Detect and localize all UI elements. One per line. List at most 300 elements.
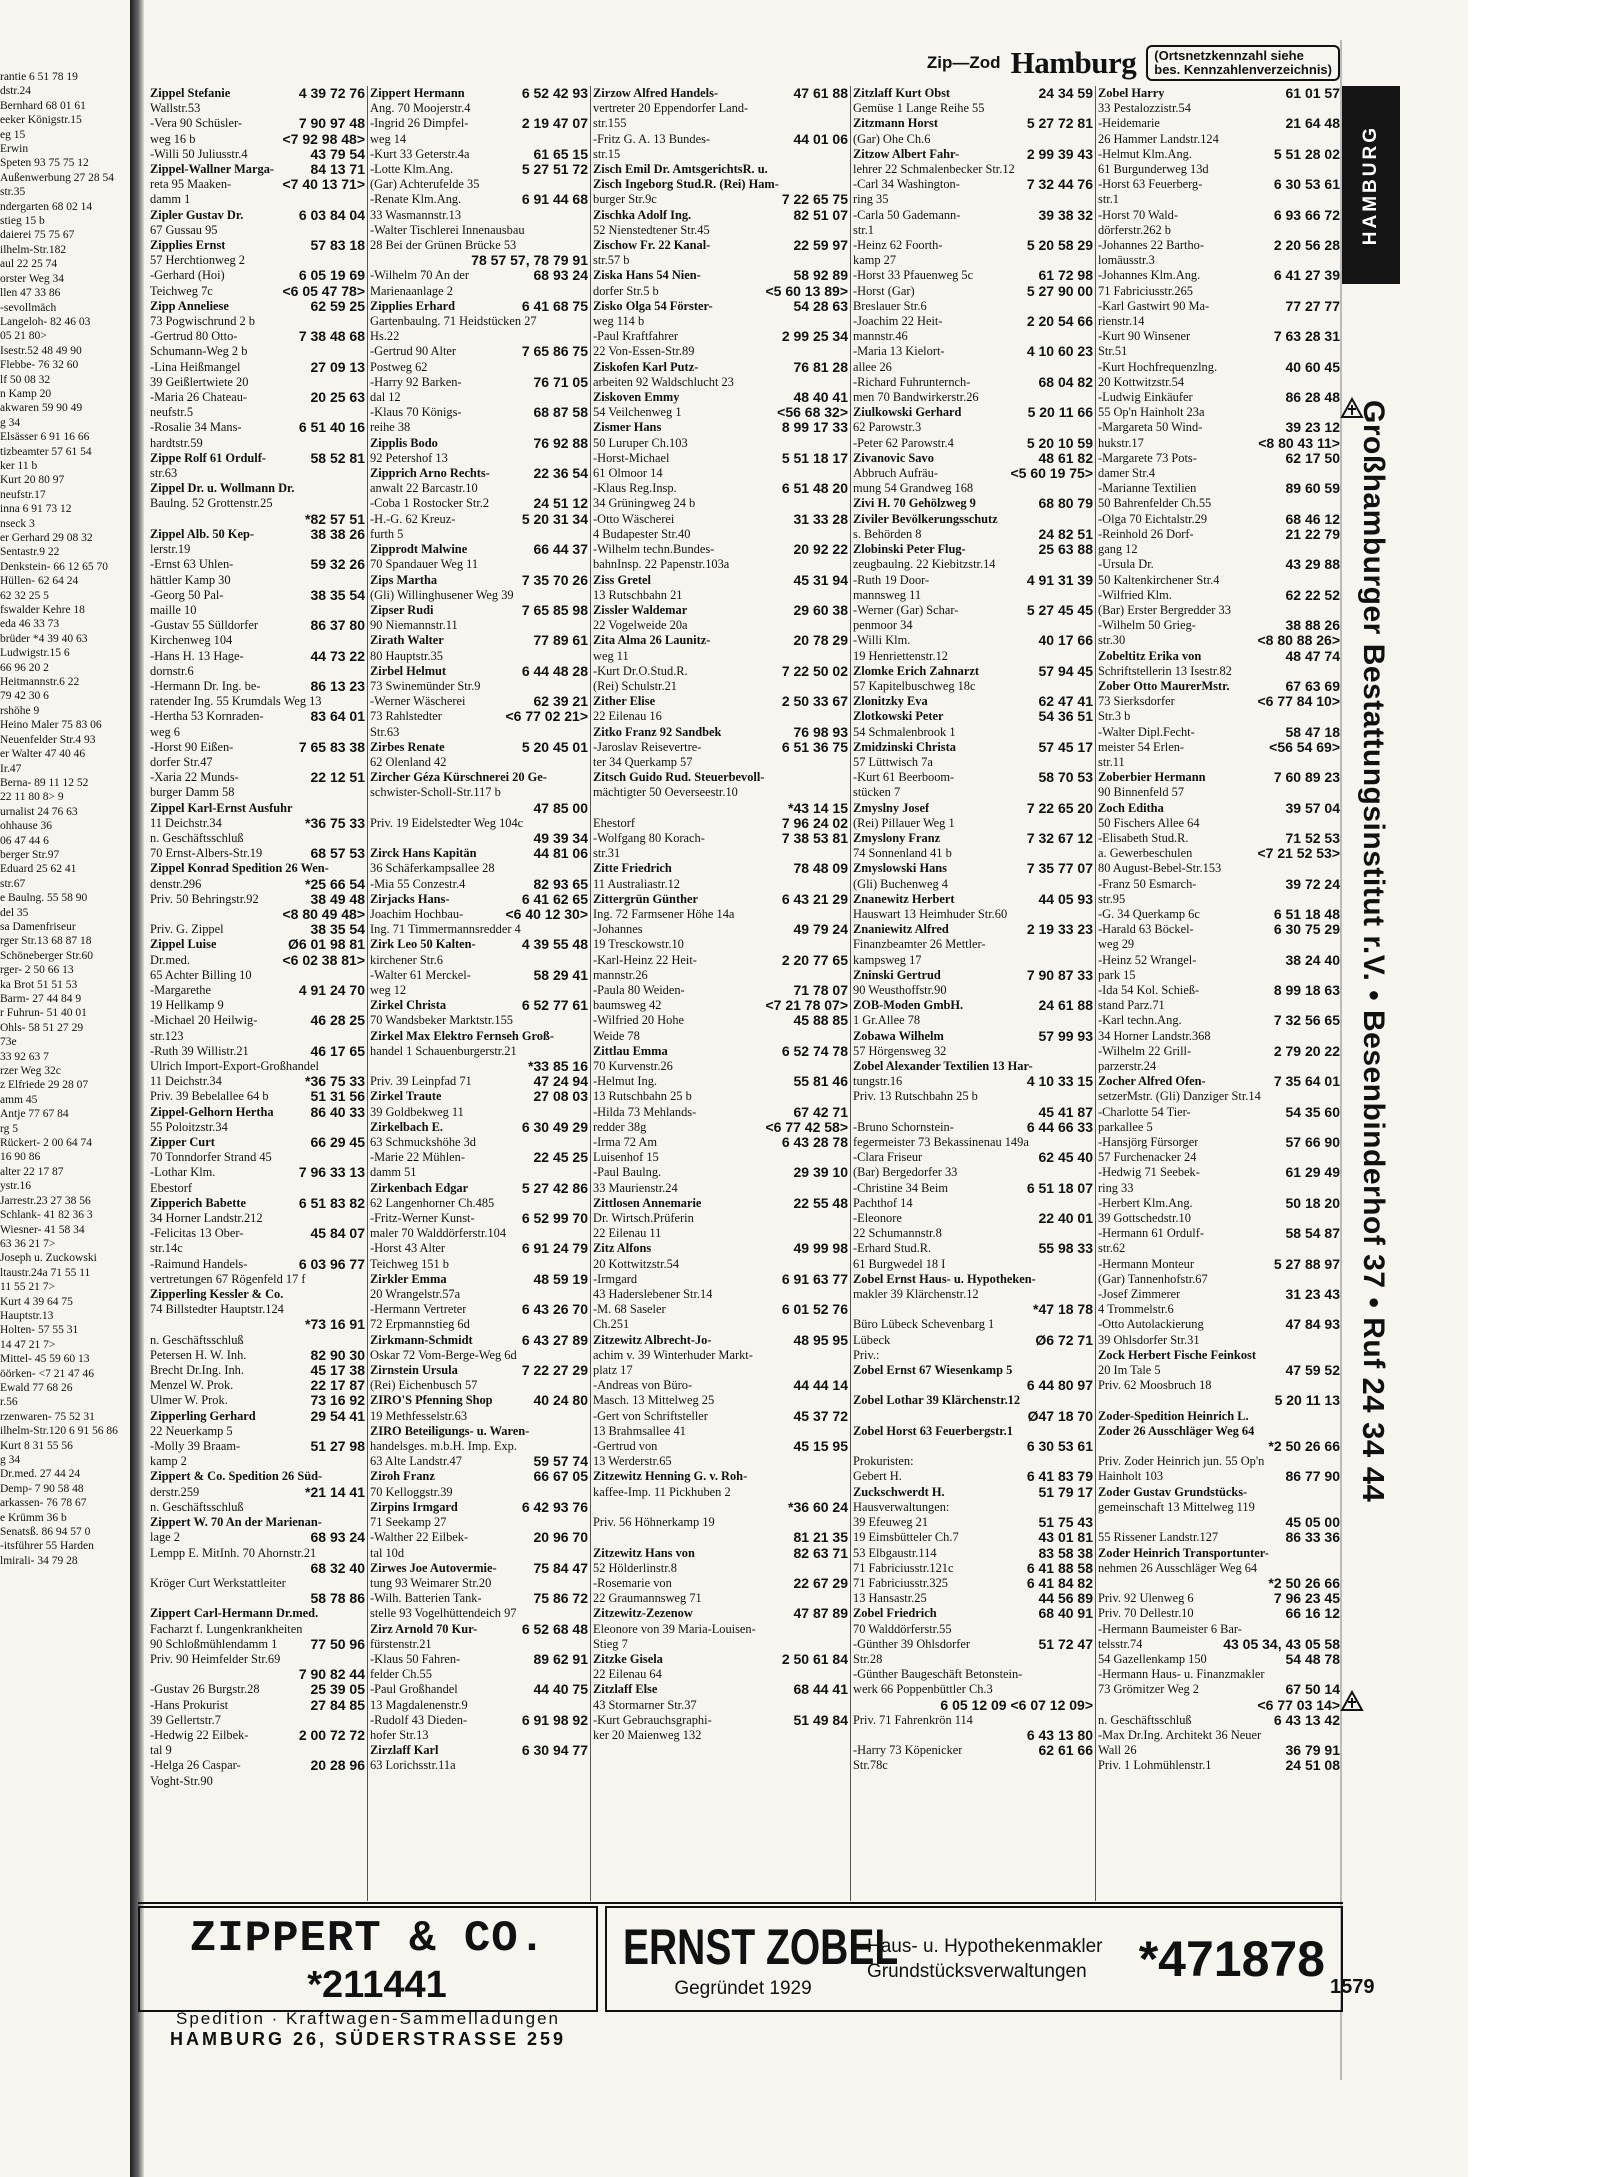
entry-phone: 6 93 66 72 <box>1273 207 1340 223</box>
entry-phone <box>1336 1029 1340 1044</box>
entry-name: Zobel Ernst Haus- u. Hypotheken- <box>853 1271 1036 1286</box>
entry-name: -Paula 80 Weiden- <box>593 982 685 997</box>
entry-name: Zittergrün Günther <box>593 891 698 906</box>
entry-name: vertreter 20 Eppendorfer Land- <box>593 101 749 116</box>
entry-phone: 68 44 41 <box>793 1682 848 1698</box>
entry-phone: 84 13 71 <box>310 162 365 178</box>
entry-name: -Molly 39 Braam- <box>150 1439 241 1454</box>
entry-phone: 6 51 40 16 <box>298 420 365 436</box>
entry-name: fegermeister 73 Bekassinenau 149a <box>853 1135 1029 1150</box>
entry-name: Zipprich Arno Rechts- <box>370 466 490 481</box>
entry-phone: 82 51 07 <box>793 207 848 223</box>
entry-name: Priv. 92 Ulenweg 6 <box>1098 1591 1194 1606</box>
entry-name: Zither Elise <box>593 694 656 709</box>
entry-name: Breslauer Str.6 <box>853 298 927 313</box>
directory-entry <box>1098 1530 1340 1545</box>
entry-name: Zitzewitz Henning G. v. Roh- <box>593 1469 748 1484</box>
entry-name: Str.28 <box>853 1651 883 1666</box>
entry-name: (Gar) Achterufelde 35 <box>370 177 480 192</box>
directory-entry <box>1098 542 1340 557</box>
entry-name: werk 66 Poppenbüttler Ch.3 <box>853 1682 993 1697</box>
entry-phone: 55 81 46 <box>793 1074 848 1090</box>
directory-entry <box>1098 633 1340 648</box>
directory-entry <box>853 664 1093 679</box>
entry-phone: 6 03 96 77 <box>298 1256 365 1272</box>
entry-name: 19 Eimsbütteler Ch.7 <box>853 1530 959 1545</box>
entry-phone: 6 91 98 92 <box>521 1712 588 1728</box>
entry-name: Zipprodt Malwine <box>370 542 468 557</box>
entry-phone: 8 99 17 33 <box>781 420 848 436</box>
directory-entry <box>1098 1378 1340 1393</box>
directory-entry <box>370 1333 588 1348</box>
directory-entry <box>1098 1698 1340 1713</box>
entry-name: Zitzlaff Kurt Obst <box>853 86 951 100</box>
entry-phone: *36 75 33 <box>305 1074 365 1090</box>
entry-phone: 54 36 51 <box>1038 709 1093 725</box>
strip-line: ohhause 36 <box>0 820 53 833</box>
directory-entry <box>1098 892 1340 907</box>
entry-name: 33 Pestalozzistr.54 <box>1098 101 1191 116</box>
entry-name: -Bruno Schornstein- <box>853 1119 954 1134</box>
entry-phone: 62 45 40 <box>1038 1150 1093 1166</box>
directory-entry <box>370 1622 588 1637</box>
entry-name: 67 Gussau 95 <box>150 222 218 237</box>
entry-phone: 5 20 11 66 <box>1027 405 1093 421</box>
entry-phone: <7 21 52 53> <box>1257 846 1340 862</box>
entry-phone: 6 52 68 48 <box>521 1621 588 1637</box>
entry-phone: <6 77 84 10> <box>1257 694 1340 710</box>
entry-phone: 4 91 31 39 <box>1026 572 1093 588</box>
directory-entry <box>593 953 848 968</box>
directory-entry <box>1098 512 1340 527</box>
directory-entry <box>593 877 848 892</box>
directory-entry <box>593 208 848 223</box>
entry-name: -Hermann Vertreter <box>370 1302 467 1317</box>
entry-name: nehmen 26 Ausschläger Weg 64 <box>1098 1560 1258 1575</box>
strip-line: alter 22 17 87 <box>0 1165 64 1178</box>
column-divider <box>367 86 368 1901</box>
directory-entry <box>1098 1089 1340 1104</box>
entry-phone <box>1336 755 1340 770</box>
directory-entry <box>593 937 848 952</box>
entry-name: -Richard Fuhrunternch- <box>853 374 971 389</box>
directory-entry <box>593 1424 848 1439</box>
directory-entry <box>150 725 365 740</box>
entry-phone <box>844 1226 848 1241</box>
entry-phone <box>361 101 365 116</box>
directory-entry <box>853 1728 1093 1743</box>
entry-name: str.155 <box>593 116 627 131</box>
entry-phone <box>844 846 848 861</box>
directory-entry <box>370 512 588 527</box>
strip-line: Isestr.52 48 49 90 <box>0 344 82 357</box>
directory-entry <box>853 1713 1093 1728</box>
entry-phone <box>844 527 848 542</box>
entry-name: -Heinz 62 Foorth- <box>853 238 943 253</box>
strip-line: Bernhard 68 01 61 <box>0 99 86 112</box>
directory-entry <box>150 1637 365 1652</box>
directory-entry <box>593 968 848 983</box>
entry-name: -Wilhelm 70 An der <box>370 268 469 283</box>
entry-phone: 68 87 58 <box>533 405 588 421</box>
entry-phone: 48 59 19 <box>533 1271 588 1287</box>
entry-name: stelle 93 Vogelhüttendeich 97 <box>370 1606 517 1621</box>
page-edge <box>1340 40 1342 2080</box>
directory-entry <box>150 679 365 694</box>
entry-phone: 59 32 26 <box>310 557 365 573</box>
directory-entry <box>370 618 588 633</box>
directory-entry <box>1098 983 1340 998</box>
entry-name: 57 Furchenacker 24 <box>1098 1150 1197 1165</box>
directory-entry <box>370 1576 588 1591</box>
entry-phone <box>844 101 848 116</box>
entry-name: 33 Wasmannstr.13 <box>370 207 462 222</box>
directory-entry <box>593 1500 848 1515</box>
strip-line: inna 6 91 73 12 <box>0 503 72 516</box>
entry-name: 52 Hölderlinstr.8 <box>593 1560 677 1575</box>
entry-name: Zitte Friedrich <box>593 861 672 876</box>
entry-phone <box>584 649 588 664</box>
entry-phone <box>584 101 588 116</box>
entry-name: Zirjacks Hans- <box>370 891 450 906</box>
entry-name: neufstr.5 <box>150 405 194 420</box>
directory-entry <box>150 633 365 648</box>
entry-name: Schumann-Weg 2 b <box>150 344 248 359</box>
entry-phone <box>1336 861 1340 876</box>
previous-page-strip <box>0 70 128 2050</box>
directory-entry <box>853 86 1093 101</box>
entry-name: -Eleonore <box>853 1211 902 1226</box>
directory-entry <box>593 1013 848 1028</box>
entry-name: Zobel Horst 63 Feuerbergstr.1 <box>853 1423 1013 1438</box>
entry-name: 70 Spandauer Weg 11 <box>370 557 479 572</box>
entry-name: -Andreas von Büro- <box>593 1378 693 1393</box>
directory-entry <box>1098 192 1340 207</box>
entry-name: Zitzewitz-Zezenow <box>593 1606 693 1621</box>
directory-entry <box>1098 1576 1340 1591</box>
entry-phone: 54 28 63 <box>793 298 848 314</box>
directory-entry <box>150 1469 365 1484</box>
directory-entry <box>1098 1348 1340 1363</box>
entry-phone: 6 44 48 28 <box>521 663 588 679</box>
directory-entry <box>853 132 1093 147</box>
entry-name: 34 Horner Landstr.212 <box>150 1211 263 1226</box>
strip-line: öörken- <7 21 47 46 <box>0 1367 94 1380</box>
entry-phone: <7 92 98 48> <box>282 131 365 147</box>
entry-phone <box>844 1059 848 1074</box>
directory-entry <box>853 1576 1093 1591</box>
entry-phone: 22 55 48 <box>793 1195 848 1211</box>
entry-phone: 7 90 82 44 <box>298 1667 365 1683</box>
directory-entry <box>593 284 848 299</box>
entry-phone <box>1089 877 1093 892</box>
entry-phone <box>361 1302 365 1317</box>
entry-name: Ziviler Bevölkerungsschutz <box>853 511 998 526</box>
directory-entry <box>593 1059 848 1074</box>
entry-name: maille 10 <box>150 602 197 617</box>
directory-entry <box>593 1652 848 1667</box>
directory-entry <box>1098 1606 1340 1621</box>
directory-entry <box>150 1074 365 1089</box>
entry-name: -Wilh. Batterien Tank- <box>370 1591 482 1606</box>
entry-name: 54 Schmalenbrook 1 <box>853 724 956 739</box>
directory-entry <box>1098 557 1340 572</box>
entry-phone <box>361 801 365 816</box>
entry-name: -Ruth 19 Door- <box>853 572 930 587</box>
entry-name: Dr. Wirtsch.Prüferin <box>593 1211 694 1226</box>
ads-top-rule <box>138 1902 1343 1904</box>
directory-entry <box>853 1530 1093 1545</box>
entry-name: -Gert von Schriftsteller <box>593 1408 708 1423</box>
directory-entry <box>1098 360 1340 375</box>
entry-phone: 6 51 18 07 <box>1026 1180 1093 1196</box>
entry-phone: 6 03 84 04 <box>298 207 365 223</box>
directory-entry <box>593 223 848 238</box>
directory-entry <box>593 846 848 861</box>
entry-phone: 86 33 36 <box>1285 1530 1340 1546</box>
entry-phone <box>844 1348 848 1363</box>
directory-entry <box>150 420 365 435</box>
entry-phone: 45 41 87 <box>1038 1104 1093 1120</box>
entry-phone <box>584 557 588 572</box>
entry-name: Zippel Karl-Ernst Ausfuhr <box>150 800 293 815</box>
entry-phone: 58 52 81 <box>310 450 365 466</box>
directory-entry <box>593 1622 848 1637</box>
entry-phone: 5 27 90 00 <box>1026 283 1093 299</box>
entry-name: Zober Otto MaurerMstr. <box>1098 678 1230 693</box>
entry-name: damer Str.4 <box>1098 466 1156 481</box>
entry-name: Zobel Friedrich <box>853 1606 937 1621</box>
entry-phone <box>1336 1089 1340 1104</box>
directory-entry <box>1098 1226 1340 1241</box>
entry-phone <box>361 496 365 511</box>
entry-phone: 31 33 28 <box>793 511 848 527</box>
entry-phone <box>1089 755 1093 770</box>
directory-entry <box>593 998 848 1013</box>
directory-entry <box>150 573 365 588</box>
strip-line: 29 Ohls- 58 51 27 <box>0 1021 84 1034</box>
entry-name: Zipper Curt <box>150 1135 215 1150</box>
directory-entry <box>150 907 365 922</box>
directory-entry <box>370 132 588 147</box>
entry-name: 13 Magdalenenstr.9 <box>370 1697 468 1712</box>
entry-name: -Kurt Gebrauchsgraphi- <box>593 1712 712 1727</box>
entry-name: -Olga 70 Eichtalstr.29 <box>1098 511 1208 526</box>
entry-phone: 57 45 17 <box>1038 739 1093 755</box>
entry-phone: 86 13 23 <box>310 678 365 694</box>
entry-name: Hainholt 103 <box>1098 1469 1164 1484</box>
entry-phone <box>844 618 848 633</box>
directory-entry <box>1098 208 1340 223</box>
directory-entry <box>1098 937 1340 952</box>
directory-entry <box>853 542 1093 557</box>
entry-name: 11 Australiastr.12 <box>593 876 680 891</box>
directory-entry <box>1098 268 1340 283</box>
entry-phone: 8 99 18 63 <box>1273 982 1340 998</box>
directory-entry <box>593 831 848 846</box>
entry-phone <box>584 1226 588 1241</box>
entry-phone: 81 21 35 <box>793 1530 848 1546</box>
entry-phone <box>1336 466 1340 481</box>
entry-phone <box>1089 588 1093 603</box>
directory-entry <box>370 1637 588 1652</box>
entry-name: Luisenhof 15 <box>593 1150 659 1165</box>
entry-phone: 89 60 59 <box>1285 481 1340 497</box>
directory-entry <box>370 740 588 755</box>
directory-entry <box>370 466 588 481</box>
directory-entry <box>1098 1682 1340 1697</box>
entry-name: -Harald 63 Böckel- <box>1098 922 1194 937</box>
strip-line: Heino Maler 75 83 06 <box>0 719 102 732</box>
directory-entry <box>593 1287 848 1302</box>
directory-entry <box>370 1013 588 1028</box>
directory-entry <box>370 1561 588 1576</box>
entry-name: -Ursula Dr. <box>1098 557 1154 572</box>
directory-entry <box>853 1287 1093 1302</box>
entry-name: -Irmgard <box>593 1271 638 1286</box>
entry-name: kamp 2 <box>150 1454 187 1469</box>
entry-phone: 61 65 15 <box>533 146 588 162</box>
entry-phone <box>844 147 848 162</box>
entry-phone: 68 40 91 <box>1038 1606 1093 1622</box>
entry-phone: 6 41 83 79 <box>1026 1469 1093 1485</box>
directory-entry <box>853 1226 1093 1241</box>
entry-name: Zippert Carl-Hermann Dr.med. <box>150 1606 319 1621</box>
entry-phone <box>361 253 365 268</box>
directory-entry <box>370 573 588 588</box>
directory-entry <box>1098 1257 1340 1272</box>
entry-phone: *33 85 16 <box>528 1059 588 1074</box>
directory-entry <box>853 968 1093 983</box>
entry-phone: 75 86 72 <box>533 1591 588 1607</box>
entry-phone <box>361 573 365 588</box>
entry-phone: 40 17 66 <box>1038 633 1093 649</box>
strip-line: rger- 2 50 66 13 <box>0 964 74 977</box>
entry-name: 57 Lüttwisch 7a <box>853 754 933 769</box>
entry-name: Zobel Ernst 67 Wiesenkamp 5 <box>853 1363 1013 1378</box>
directory-entry <box>593 1576 848 1591</box>
directory-entry <box>150 1485 365 1500</box>
directory-entry <box>853 1257 1093 1272</box>
entry-name: 20 Wrangelstr.57a <box>370 1287 461 1302</box>
entry-phone <box>1336 1561 1340 1576</box>
directory-entry <box>1098 1241 1340 1256</box>
directory-entry <box>370 329 588 344</box>
entry-name: Zittlau Emma <box>593 1043 668 1058</box>
directory-entry <box>150 1059 365 1074</box>
strip-line: <7 21 47 14 <box>0 1338 56 1351</box>
entry-name: Gartenbaulng. 71 Heidstücken 27 <box>370 314 537 329</box>
directory-entry <box>593 1485 848 1500</box>
directory-entry <box>370 192 588 207</box>
entry-phone <box>584 861 588 876</box>
page-header <box>900 40 1340 86</box>
directory-entry <box>1098 1728 1340 1743</box>
entry-phone: 7 63 28 31 <box>1273 329 1340 345</box>
entry-name: redder 38g <box>593 1119 647 1134</box>
entry-name: Voght-Str.90 <box>150 1773 213 1788</box>
entry-phone <box>1089 557 1093 572</box>
entry-name: 61 Burgunderweg 13d <box>1098 162 1209 177</box>
directory-entry <box>853 177 1093 192</box>
directory-entry <box>1098 907 1340 922</box>
entry-phone: 22 17 87 <box>310 1378 365 1394</box>
directory-entry <box>853 451 1093 466</box>
entry-name: Zobel Harry <box>1098 86 1165 100</box>
entry-name: 19 Methfesselstr.63 <box>370 1408 468 1423</box>
entry-name: Zipser Rudi <box>370 602 434 617</box>
entry-name: burger Str.9c <box>593 192 657 207</box>
entry-phone <box>1336 937 1340 952</box>
directory-entry <box>853 633 1093 648</box>
entry-phone: 5 20 31 34 <box>521 511 588 527</box>
entry-phone: 22 59 97 <box>793 238 848 254</box>
strip-line: 9 <8 80 11 22 <box>0 791 64 804</box>
entry-phone <box>1089 253 1093 268</box>
strip-line: nseck 3 <box>0 517 35 530</box>
directory-entry <box>1098 1196 1340 1211</box>
entry-phone: 6 44 80 97 <box>1026 1378 1093 1394</box>
entry-name: Zippe Rolf 61 Ordulf- <box>150 450 266 465</box>
entry-phone <box>1089 1165 1093 1180</box>
directory-entry <box>853 284 1093 299</box>
directory-entry <box>370 116 588 131</box>
directory-entry <box>370 86 588 101</box>
directory-entry <box>593 1469 848 1484</box>
directory-entry <box>150 1758 365 1773</box>
directory-entry <box>593 1409 848 1424</box>
directory-entry <box>1098 1758 1340 1773</box>
directory-entry <box>593 1439 848 1454</box>
entry-phone <box>1336 1211 1340 1226</box>
entry-name: Zirkel Max Elektro Fernseh Groß- <box>370 1028 555 1043</box>
entry-phone <box>1089 299 1093 314</box>
entry-name: 22 Vogelweide 20a <box>593 618 688 633</box>
directory-entry <box>150 1439 365 1454</box>
directory-entry <box>853 679 1093 694</box>
directory-entry <box>150 1728 365 1743</box>
zobel-brand-block <box>623 1918 899 2000</box>
directory-entry <box>370 1074 588 1089</box>
entry-phone <box>844 1181 848 1196</box>
entry-phone <box>1336 1485 1340 1500</box>
entry-phone: 2 19 33 23 <box>1026 922 1093 938</box>
directory-entry <box>593 481 848 496</box>
entry-name: 54 Veilchenweg 1 <box>593 405 682 420</box>
strip-line: eda 46 33 73 <box>0 618 60 631</box>
entry-name: vertretungen 67 Rögenfeld 17 f <box>150 1271 306 1286</box>
entry-phone <box>1089 1135 1093 1150</box>
entry-phone <box>1089 1272 1093 1287</box>
directory-entry <box>853 816 1093 831</box>
entry-phone: *21 14 41 <box>305 1484 365 1500</box>
entry-phone: 7 65 86 75 <box>521 344 588 360</box>
entry-name: 39 Goldbekweg 11 <box>370 1104 464 1119</box>
entry-phone <box>361 1546 365 1561</box>
directory-entry <box>150 1378 365 1393</box>
entry-name: arbeiten 92 Waldschlucht 23 <box>593 374 734 389</box>
entry-name: (Rei) Pillauer Weg 1 <box>853 815 955 830</box>
directory-entry <box>150 846 365 861</box>
entry-phone: 68 57 53 <box>310 846 365 862</box>
entry-name: makler 39 Klärchenstr.12 <box>853 1287 979 1302</box>
directory-entry <box>593 1333 848 1348</box>
entry-phone: 78 48 09 <box>793 861 848 877</box>
entry-name: 22 Graumannsweg 71 <box>593 1591 702 1606</box>
entry-name: -Gustav 55 Sülldorfer <box>150 618 259 633</box>
entry-phone <box>1336 1348 1340 1363</box>
entry-phone: 77 27 77 <box>1285 298 1340 314</box>
